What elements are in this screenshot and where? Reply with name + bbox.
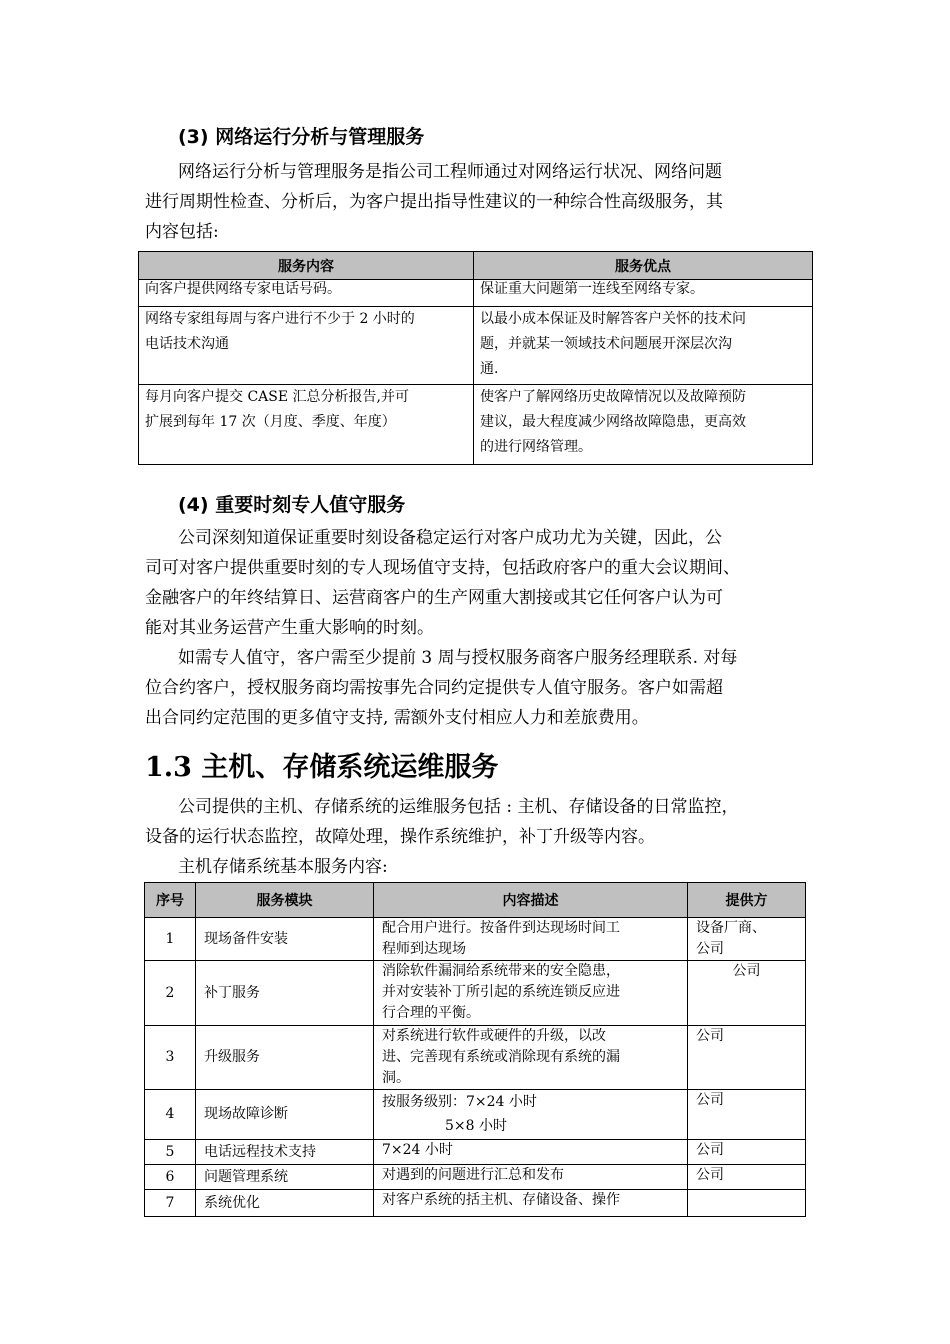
cell-line: 题，并就某一领域技术问题展开深层次沟 — [480, 336, 732, 352]
content-description — [374, 1026, 688, 1090]
cell-line: 公司 — [732, 963, 761, 979]
cell-line: 每月向客户提交 CASE 汇总分析报告,并可 — [145, 389, 409, 405]
cell-line: 使客户了解网络历史故障情况以及故障预防 — [480, 389, 746, 405]
cell-line: 按服务级别：7×24 小时 — [382, 1094, 537, 1110]
provider — [688, 1190, 806, 1217]
table-cell — [139, 307, 474, 385]
cell-line: 配合用户进行。按备件到达现场时间工 — [382, 920, 620, 936]
table-row — [145, 1140, 806, 1165]
cell-line: 进、完善现有系统或消除现有系统的漏 — [382, 1049, 620, 1065]
table-cell — [474, 385, 813, 465]
provider — [688, 1140, 806, 1165]
service-module: 升级服务 — [196, 1026, 374, 1090]
section3-heading: (3) 网络运行分析与管理服务 — [178, 126, 425, 148]
table-cell — [139, 280, 474, 307]
section4-paragraph-1 — [145, 523, 835, 733]
table-row — [145, 918, 806, 961]
content-description — [374, 961, 688, 1026]
cell-line: 消除软件漏洞给系统带来的安全隐患， — [382, 963, 620, 979]
cell-line: 通. — [480, 361, 499, 377]
table-row — [145, 1090, 806, 1140]
cell-line: 设备厂商、 — [696, 920, 766, 936]
text-line: 进行周期性检查、分析后，为客户提出指导性建议的一种综合性高级服务，其 — [145, 192, 723, 212]
text-line: 内容包括: — [145, 222, 219, 242]
cell-line: 对系统进行软件或硬件的升级，以改 — [382, 1028, 606, 1044]
table-header: 服务内容 — [139, 252, 474, 280]
host-storage-service-table — [144, 882, 806, 1217]
table-header: 服务模块 — [196, 883, 374, 918]
table-cell — [139, 385, 474, 465]
cell-line: 程师到达现场 — [382, 941, 466, 957]
cell-line: 以最小成本保证及时解答客户关怀的技术问 — [480, 311, 746, 327]
content-description — [374, 1140, 688, 1165]
cell-line: 的进行网络管理。 — [480, 439, 592, 455]
cell-line: 扩展到每年 17 次（月度、季度、年度） — [145, 414, 396, 430]
text-line: 能对其业务运营产生重大影响的时刻。 — [145, 618, 434, 638]
provider — [688, 1026, 806, 1090]
text-line: 金融客户的年终结算日、运营商客户的生产网重大割接或其它任何客户认为可 — [145, 588, 723, 608]
content-description — [374, 1190, 688, 1217]
cell-line: 电话技术沟通 — [145, 336, 229, 352]
provider — [688, 1165, 806, 1190]
text-line: 主机存储系统基本服务内容: — [178, 857, 388, 877]
provider — [688, 961, 806, 1026]
row-number: 7 — [145, 1190, 196, 1217]
row-number: 3 — [145, 1026, 196, 1090]
cell-line: 5×8 小时 — [445, 1118, 507, 1134]
table-row — [139, 280, 813, 307]
row-number: 1 — [145, 918, 196, 961]
row-number: 2 — [145, 961, 196, 1026]
service-module: 问题管理系统 — [196, 1165, 374, 1190]
section4-heading: (4) 重要时刻专人值守服务 — [178, 494, 406, 516]
table-cell — [474, 307, 813, 385]
table-header: 序号 — [145, 883, 196, 918]
table-row — [145, 1190, 806, 1217]
content-description — [374, 1165, 688, 1190]
cell-line: 并对安装补丁所引起的系统连锁反应进 — [382, 984, 620, 1000]
text-line: 司可对客户提供重要时刻的专人现场值守支持，包括政府客户的重大会议期间、 — [145, 558, 740, 578]
text-line: 网络运行分析与管理服务是指公司工程师通过对网络运行状况、网络问题 — [178, 162, 722, 182]
cell-line: 向客户提供网络专家电话号码。 — [145, 281, 341, 297]
cell-line: 7×24 小时 — [382, 1142, 453, 1158]
table-header: 提供方 — [688, 883, 806, 918]
cell-line: 公司 — [696, 1142, 724, 1158]
cell-line: 公司 — [696, 941, 724, 957]
cell-line: 对遇到的问题进行汇总和发布 — [382, 1167, 564, 1183]
provider — [688, 1090, 806, 1140]
section3-paragraph — [145, 157, 825, 247]
cell-line: 公司 — [696, 1167, 724, 1183]
network-service-table — [138, 251, 813, 465]
section13-heading: 1.3 主机、存储系统运维服务 — [145, 752, 499, 783]
table-header: 服务优点 — [474, 252, 813, 280]
row-number: 4 — [145, 1090, 196, 1140]
cell-line: 行合理的平衡。 — [382, 1005, 480, 1021]
table-row — [145, 961, 806, 1026]
cell-line: 公司 — [696, 1092, 724, 1108]
cell-line: 建议，最大程度减少网络故障隐患，更高效 — [480, 414, 746, 430]
cell-line: 公司 — [696, 1028, 724, 1044]
cell-line: 网络专家组每周与客户进行不少于 2 小时的 — [145, 311, 415, 327]
table-header: 内容描述 — [374, 883, 688, 918]
content-description — [374, 1090, 688, 1140]
service-module: 系统优化 — [196, 1190, 374, 1217]
table-row — [145, 1165, 806, 1190]
service-module: 现场故障诊断 — [196, 1090, 374, 1140]
provider — [688, 918, 806, 961]
text-line: 位合约客户，授权服务商均需按事先合同约定提供专人值守服务。客户如需超 — [145, 678, 723, 698]
service-module: 现场备件安装 — [196, 918, 374, 961]
row-number: 6 — [145, 1165, 196, 1190]
section13-paragraph — [145, 792, 825, 882]
row-number: 5 — [145, 1140, 196, 1165]
text-line: 出合同约定范围的更多值守支持, 需额外支付相应人力和差旅费用。 — [145, 708, 649, 728]
table-row — [145, 1026, 806, 1090]
table-cell — [474, 280, 813, 307]
cell-line: 保证重大问题第一连线至网络专家。 — [480, 281, 704, 297]
cell-line: 对客户系统的括主机、存储设备、操作 — [382, 1192, 620, 1208]
table-row — [139, 385, 813, 465]
text-line: 如需专人值守，客户需至少提前 3 周与授权服务商客户服务经理联系. 对每 — [178, 648, 738, 668]
table-row — [139, 307, 813, 385]
content-description — [374, 918, 688, 961]
text-line: 公司深刻知道保证重要时刻设备稳定运行对客户成功尤为关键，因此，公 — [178, 528, 722, 548]
text-line: 公司提供的主机、存储系统的运维服务包括 : 主机、存储设备的日常监控， — [178, 797, 739, 817]
service-module: 补丁服务 — [196, 961, 374, 1026]
cell-line: 洞。 — [382, 1070, 410, 1086]
text-line: 设备的运行状态监控，故障处理，操作系统维护，补丁升级等内容。 — [145, 827, 655, 847]
service-module: 电话远程技术支持 — [196, 1140, 374, 1165]
